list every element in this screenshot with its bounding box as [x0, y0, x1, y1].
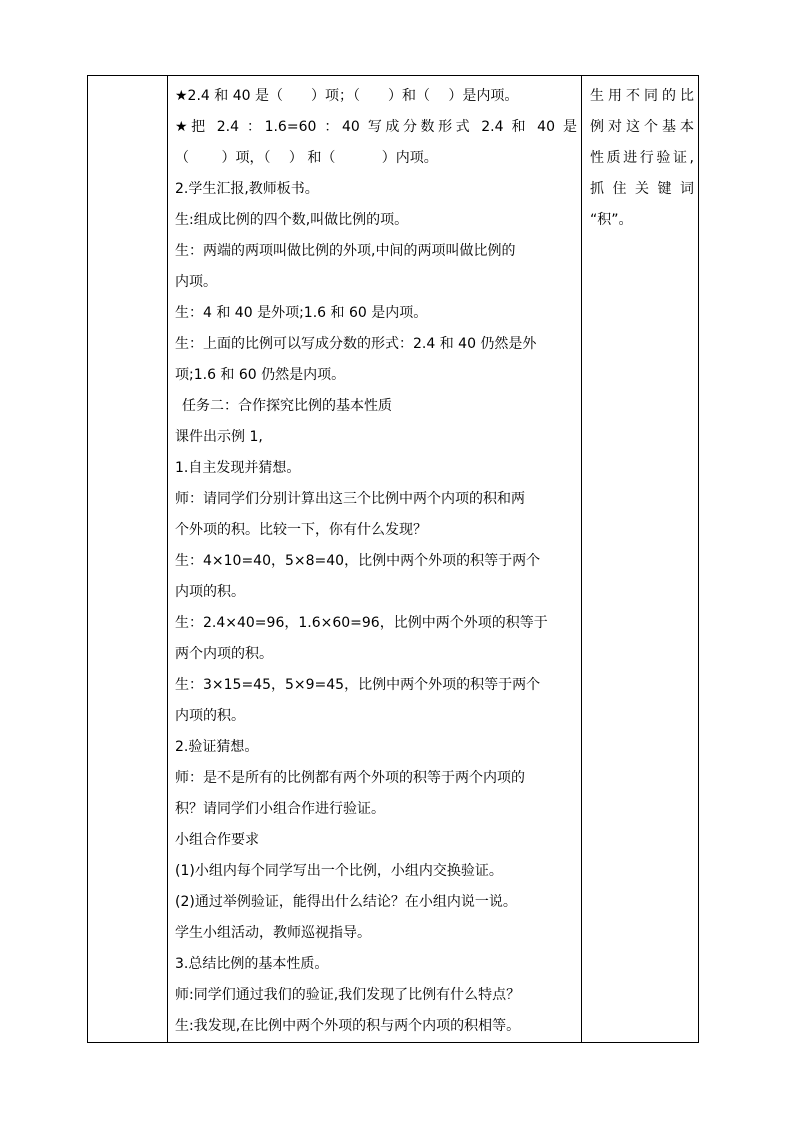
text-line: 学生小组活动，教师巡视指导。 [175, 925, 371, 941]
text-line: 内项的积。 [175, 708, 245, 724]
text-line: 生：上面的比例可以写成分数的形式：2.4 和 40 仍然是外 [175, 336, 537, 352]
text-line: 2.验证猜想。 [175, 739, 259, 755]
text-line: 生:组成比例的四个数,叫做比例的项。 [175, 212, 409, 228]
text-line: 生：两端的两项叫做比例的外项,中间的两项叫做比例的 [175, 243, 516, 259]
text-line: 师:同学们通过我们的验证,我们发现了比例有什么特点？ [175, 987, 521, 1003]
teaching-process-cell [171, 76, 581, 1042]
text-line: 生：2.4×40=96，1.6×60=96，比例中两个外项的积等于 [175, 615, 548, 631]
lesson-plan-table [87, 75, 699, 1043]
note-line: “积”。 [590, 212, 633, 228]
column-divider-left [167, 76, 168, 1042]
text-line: 生：4×10=40，5×8=40，比例中两个外项的积等于两个 [175, 553, 541, 569]
text-line: 生:我发现,在比例中两个外项的积与两个内项的积相等。 [175, 1018, 521, 1034]
text-line: 生：3×15=45，5×9=45，比例中两个外项的积等于两个 [175, 677, 541, 693]
text-line: 生：4 和 40 是外项;1.6 和 60 是内项。 [175, 305, 428, 321]
note-line: 性质进行验证, [590, 150, 694, 166]
text-line: (1)小组内每个同学写出一个比例，小组内交换验证。 [175, 863, 503, 879]
note-line: 例对这个基本 [590, 119, 694, 135]
text-line: 课件出示例 1, [175, 429, 263, 445]
design-intent-cell [585, 76, 698, 1042]
text-line: 积？请同学们小组合作进行验证。 [175, 801, 385, 817]
text-line: 3.总结比例的基本性质。 [175, 956, 329, 972]
text-line: 2.学生汇报,教师板书。 [175, 181, 319, 197]
text-line: 1.自主发现并猜想。 [175, 460, 301, 476]
note-line: 抓住关键词 [590, 181, 694, 197]
text-line: (2)通过举例验证，能得出什么结论？在小组内说一说。 [175, 894, 517, 910]
text-line: 两个内项的积。 [175, 646, 273, 662]
text-line: 小组合作要求 [175, 832, 259, 848]
text-line: ★2.4 和 40 是（ ）项；（ ）和（ ）是内项。 [175, 88, 519, 104]
column-divider-right [581, 76, 582, 1042]
text-line: 内项。 [175, 274, 217, 290]
text-line: （ ）项，（ ） 和（ ）内项。 [175, 150, 438, 166]
section-heading: 任务二：合作探究比例的基本性质 [182, 398, 392, 414]
text-line: 师：请同学们分别计算出这三个比例中两个内项的积和两 [175, 491, 525, 507]
text-line: 个外项的积。比较一下，你有什么发现？ [175, 522, 427, 538]
note-line: 生用不同的比 [590, 88, 694, 104]
text-line: 内项的积。 [175, 584, 245, 600]
text-line: ★把 2.4 ：1.6=60 ：40 写成分数形式 2.4 和 40 是 [175, 119, 577, 135]
text-line: 师：是不是所有的比例都有两个外项的积等于两个内项的 [175, 770, 525, 786]
text-line: 项;1.6 和 60 仍然是内项。 [175, 367, 346, 383]
